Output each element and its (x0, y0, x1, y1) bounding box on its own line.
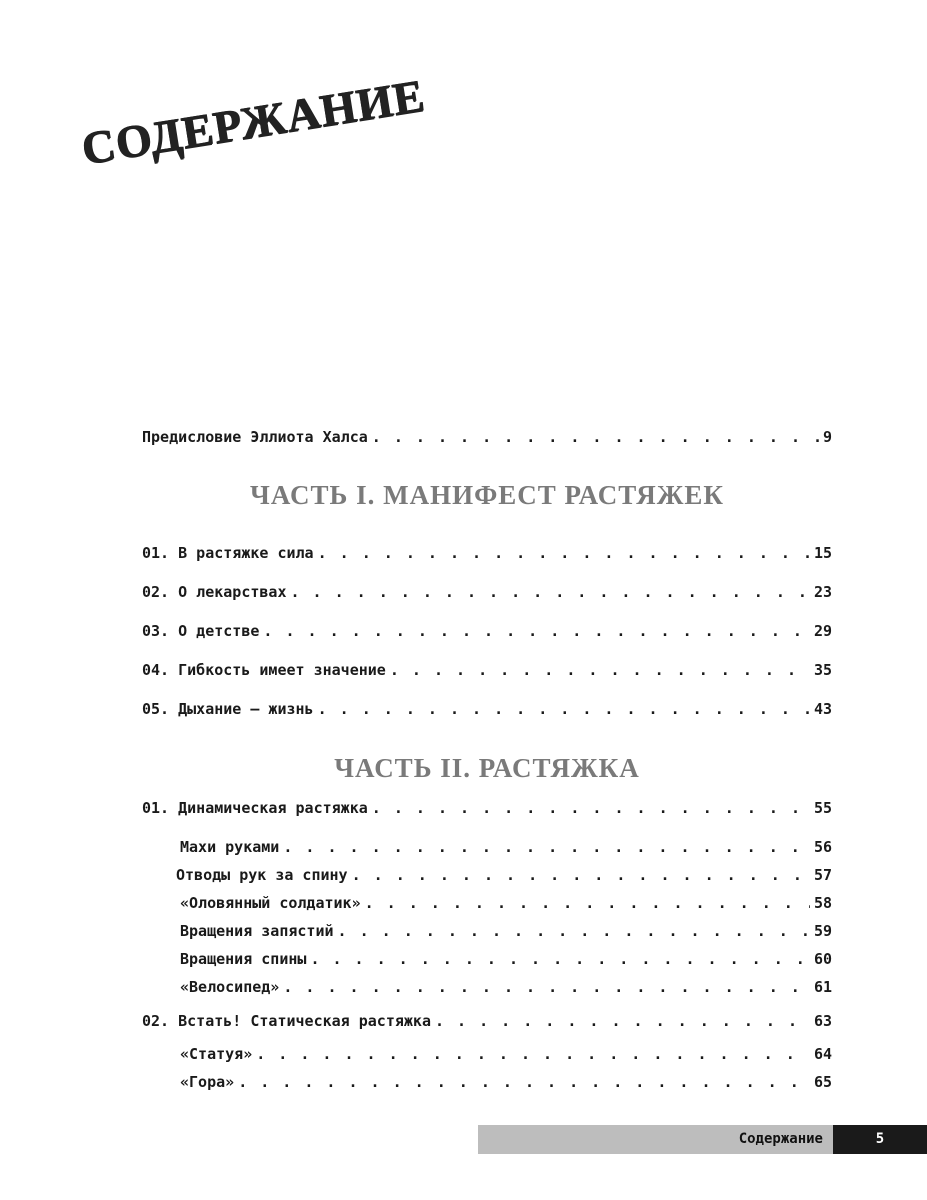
toc-subentry[interactable] (142, 894, 832, 922)
dot-leader (310, 950, 810, 968)
entry-title: 02. О лекарствах (142, 583, 287, 601)
entry-page: 23 (813, 583, 832, 601)
entry-page: 56 (813, 838, 832, 856)
entry-page: 58 (813, 894, 832, 912)
dot-leader (318, 700, 810, 718)
entry-title: 01. Динамическая растяжка (142, 799, 368, 817)
part-1-title: ЧАСТЬ I. МАНИФЕСТ РАСТЯЖЕК (250, 480, 724, 510)
toc-entry[interactable] (142, 661, 832, 700)
toc-subentry[interactable] (142, 922, 832, 950)
entry-title: 02. Встать! Статическая растяжка (142, 1012, 431, 1030)
toc-entry-preface[interactable] (142, 428, 832, 467)
dot-leader (256, 1045, 810, 1063)
toc-subentry[interactable] (142, 838, 832, 866)
footer-page-number: 5 (833, 1125, 927, 1154)
entry-page: 35 (813, 661, 832, 679)
toc-entry[interactable] (142, 583, 832, 622)
entry-page: 63 (813, 1012, 832, 1030)
entry-title: «Оловянный солдатик» (180, 894, 361, 912)
dot-leader (291, 583, 810, 601)
toc-subentry[interactable] (142, 866, 832, 894)
toc-entry[interactable] (142, 700, 832, 739)
toc-subentry[interactable] (142, 950, 832, 978)
entry-page: 59 (813, 922, 832, 940)
entry-page: 15 (813, 544, 832, 562)
dot-leader (365, 894, 810, 912)
page-title: СОДЕРЖАНИЕ (77, 69, 429, 175)
entry-page: 29 (813, 622, 832, 640)
toc-entry[interactable] (142, 544, 832, 583)
entry-title: Махи руками (180, 838, 280, 856)
toc-entry[interactable] (142, 622, 832, 661)
entry-page: 65 (813, 1073, 832, 1091)
entry-title: 04. Гибкость имеет значение (142, 661, 386, 679)
entry-title: 05. Дыхание — жизнь (142, 700, 314, 718)
entry-title: «Велосипед» (180, 978, 280, 996)
entry-page: 9 (822, 428, 832, 446)
dot-leader (435, 1012, 810, 1030)
entry-title: 01. В растяжке сила (142, 544, 314, 562)
entry-title: 03. О детстве (142, 622, 260, 640)
entry-title: Предисловие Эллиота Халса (142, 428, 368, 446)
toc-subentry[interactable] (142, 978, 832, 1006)
dot-leader (283, 838, 810, 856)
dot-leader (352, 866, 810, 884)
table-of-contents (142, 428, 832, 1101)
entry-title: Отводы рук за спину (176, 866, 348, 884)
toc-subentry[interactable] (142, 1045, 832, 1073)
footer-section-label: Содержание (478, 1125, 833, 1154)
toc-subentry[interactable] (142, 1073, 832, 1101)
entry-page: 43 (813, 700, 832, 718)
dot-leader (390, 661, 810, 679)
dot-leader (263, 622, 810, 640)
entry-page: 60 (813, 950, 832, 968)
entry-page: 61 (813, 978, 832, 996)
dot-leader (283, 978, 810, 996)
dot-leader (338, 922, 810, 940)
entry-title: «Статуя» (180, 1045, 253, 1063)
dot-leader (372, 799, 810, 817)
entry-page: 55 (813, 799, 832, 817)
dot-leader (238, 1073, 810, 1091)
dot-leader (318, 544, 810, 562)
part-2-title: ЧАСТЬ II. РАСТЯЖКА (334, 753, 640, 783)
page-footer (478, 1125, 927, 1154)
entry-title: Вращения спины (180, 950, 307, 968)
entry-page: 64 (813, 1045, 832, 1063)
toc-chapter[interactable] (142, 799, 832, 838)
entry-title: «Гора» (180, 1073, 235, 1091)
toc-chapter[interactable] (142, 1012, 832, 1045)
entry-title: Вращения запястий (180, 922, 334, 940)
dot-leader (372, 428, 819, 446)
entry-page: 57 (813, 866, 832, 884)
